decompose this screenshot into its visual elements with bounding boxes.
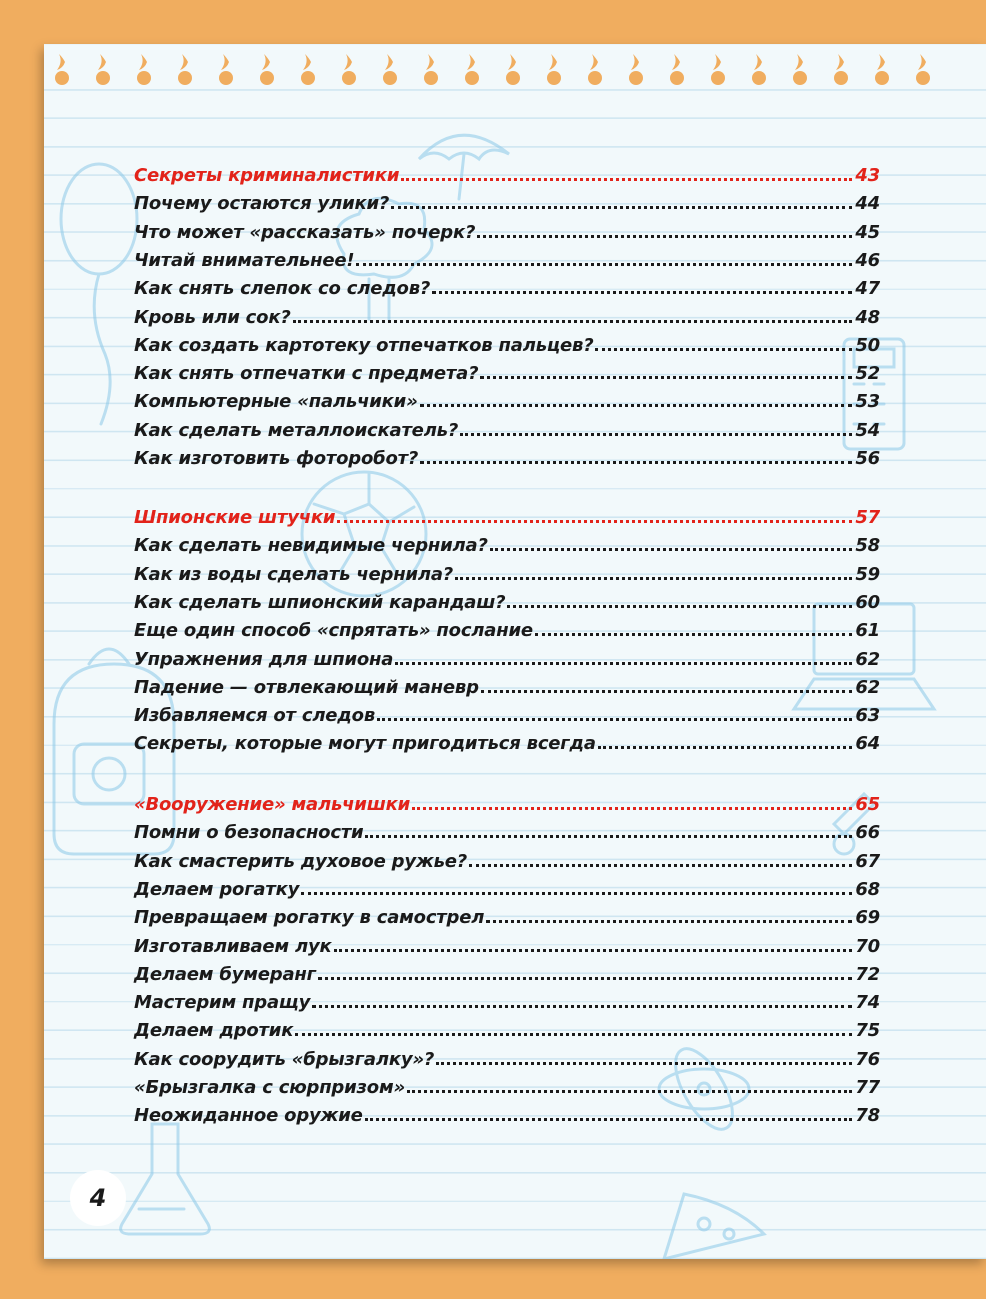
page-number: 4 <box>70 1170 126 1226</box>
dot-leader <box>432 291 852 294</box>
dot-leader <box>595 348 852 351</box>
toc-entry-title: Превращаем рогатку в самострел <box>134 907 485 928</box>
toc-entry[interactable] <box>134 356 880 384</box>
toc-entry[interactable] <box>134 670 880 698</box>
toc-entry-page: 50 <box>855 335 880 356</box>
toc-entry[interactable] <box>134 900 880 928</box>
toc-entry[interactable] <box>134 215 880 243</box>
toc-entry[interactable] <box>134 613 880 641</box>
toc-entry[interactable] <box>134 698 880 726</box>
toc-entry[interactable] <box>134 815 880 843</box>
dot-leader <box>420 461 852 464</box>
toc-entry[interactable] <box>134 1070 880 1098</box>
dot-leader <box>293 320 852 323</box>
dot-leader <box>334 949 852 952</box>
toc-entry-page: 74 <box>855 992 880 1013</box>
toc-entry-title: Изготавливаем лук <box>134 936 332 957</box>
section-heading-title: Секреты криминалистики <box>134 165 400 186</box>
toc-entry-page: 56 <box>855 448 880 469</box>
toc-entry-page: 69 <box>855 907 880 928</box>
toc-entry-page: 48 <box>855 307 880 328</box>
toc-entry-title: Неожиданное оружие <box>134 1105 363 1126</box>
toc-entry-title: «Брызгалка с сюрпризом» <box>134 1077 405 1098</box>
section-heading[interactable] <box>134 787 880 815</box>
toc-entry[interactable] <box>134 528 880 556</box>
section-heading-page: 43 <box>855 165 880 186</box>
toc-entry-page: 59 <box>855 564 880 585</box>
dot-leader <box>480 376 852 379</box>
toc-entry-title: Что может «рассказать» почерк? <box>134 222 476 243</box>
toc-entry-title: Как соорудить «брызгалку»? <box>134 1049 435 1070</box>
section-heading-title: Шпионские штучки <box>134 507 336 528</box>
toc-entry-title: Кровь или сок? <box>134 307 291 328</box>
dot-leader <box>481 690 852 693</box>
toc-entry[interactable] <box>134 642 880 670</box>
dot-leader <box>301 892 852 895</box>
dot-leader <box>535 633 852 636</box>
dot-leader <box>420 404 852 407</box>
toc-entry-page: 60 <box>855 592 880 613</box>
toc-entry-title: Делаем рогатку <box>134 879 300 900</box>
toc-entry-title: Как из воды сделать чернила? <box>134 564 454 585</box>
dot-leader <box>395 662 852 665</box>
dot-leader <box>318 977 852 980</box>
dot-leader <box>401 178 852 181</box>
toc-entry[interactable] <box>134 300 880 328</box>
toc-entry-title: Делаем дротик <box>134 1020 294 1041</box>
toc-entry-title: Упражнения для шпиона <box>134 649 394 670</box>
toc-entry[interactable] <box>134 441 880 469</box>
toc-entry[interactable] <box>134 872 880 900</box>
toc-entry-page: 67 <box>855 851 880 872</box>
dot-leader <box>598 746 852 749</box>
toc-entry[interactable] <box>134 844 880 872</box>
toc-entry[interactable] <box>134 384 880 412</box>
dot-leader <box>436 1062 852 1065</box>
toc-entry-title: Как смастерить духовое ружье? <box>134 851 468 872</box>
toc-entry-page: 78 <box>855 1105 880 1126</box>
toc-entry-page: 53 <box>855 391 880 412</box>
dot-leader <box>312 1005 852 1008</box>
dot-leader <box>295 1033 852 1036</box>
dot-leader <box>490 548 852 551</box>
toc-entry-title: Мастерим пращу <box>134 992 311 1013</box>
toc-entry-title: Помни о безопасности <box>134 822 364 843</box>
toc-entry-title: Делаем бумеранг <box>134 964 316 985</box>
toc-entry-page: 58 <box>855 535 880 556</box>
toc-entry-page: 75 <box>855 1020 880 1041</box>
toc-entry-title: Секреты, которые могут пригодиться всегда <box>134 733 596 754</box>
section-heading[interactable] <box>134 500 880 528</box>
dot-leader <box>460 433 852 436</box>
toc-entry-page: 54 <box>855 420 880 441</box>
toc-entry-page: 76 <box>855 1049 880 1070</box>
dot-leader <box>469 864 852 867</box>
toc-entry-page: 77 <box>855 1077 880 1098</box>
toc-entry-page: 45 <box>855 222 880 243</box>
toc-entry-page: 62 <box>855 649 880 670</box>
toc-entry-page: 62 <box>855 677 880 698</box>
toc-entry[interactable] <box>134 957 880 985</box>
dot-leader <box>391 206 852 209</box>
dot-leader <box>365 1118 852 1121</box>
toc-entry-page: 64 <box>855 733 880 754</box>
dot-leader <box>477 235 852 238</box>
toc-entry-page: 44 <box>855 193 880 214</box>
toc-entry[interactable] <box>134 413 880 441</box>
toc-entry-page: 61 <box>855 620 880 641</box>
section-heading-page: 65 <box>855 794 880 815</box>
toc-entry[interactable] <box>134 726 880 754</box>
toc-entry[interactable] <box>134 271 880 299</box>
toc-entry[interactable] <box>134 929 880 957</box>
toc-entry-title: Как снять отпечатки с предмета? <box>134 363 479 384</box>
dot-leader <box>407 1090 852 1093</box>
dot-leader <box>337 520 852 523</box>
toc-entry-page: 52 <box>855 363 880 384</box>
toc-entry[interactable] <box>134 186 880 214</box>
toc-entry-page: 46 <box>855 250 880 271</box>
toc-entry[interactable] <box>134 1098 880 1126</box>
toc-entry-title: Почему остаются улики? <box>134 193 390 214</box>
toc-entry[interactable] <box>134 328 880 356</box>
toc-entry-title: Как изготовить фоторобот? <box>134 448 419 469</box>
toc-entry-title: Падение — отвлекающий маневр <box>134 677 479 698</box>
toc-entry[interactable] <box>134 1042 880 1070</box>
dot-leader <box>356 263 852 266</box>
dot-leader <box>486 920 852 923</box>
toc-entry-title: Читай внимательнее! <box>134 250 355 271</box>
toc-entry-title: Компьютерные «пальчики» <box>134 391 418 412</box>
section-heading[interactable] <box>134 158 880 186</box>
toc-entry[interactable] <box>134 557 880 585</box>
toc-entry-title: Как сделать невидимые чернила? <box>134 535 488 556</box>
toc-entry-title: Как создать картотеку отпечатков пальцев? <box>134 335 594 356</box>
toc-entry-page: 72 <box>855 964 880 985</box>
toc-entry-title: Избавляемся от следов <box>134 705 376 726</box>
toc-entry-title: Как сделать шпионский карандаш? <box>134 592 506 613</box>
toc-entry[interactable] <box>134 985 880 1013</box>
toc-entry-page: 63 <box>855 705 880 726</box>
toc-entry[interactable] <box>134 1013 880 1041</box>
toc-entry[interactable] <box>134 243 880 271</box>
dot-leader <box>365 835 852 838</box>
toc-entry-title: Как снять слепок со следов? <box>134 278 431 299</box>
toc-entry-page: 66 <box>855 822 880 843</box>
dot-leader <box>412 807 852 810</box>
dot-leader <box>455 577 852 580</box>
toc-entry[interactable] <box>134 585 880 613</box>
section-heading-page: 57 <box>855 507 880 528</box>
toc-entry-title: Еще один способ «спрятать» послание <box>134 620 533 641</box>
toc-entry-title: Как сделать металлоискатель? <box>134 420 459 441</box>
section-heading-title: «Вооружение» мальчишки <box>134 794 411 815</box>
toc-entry-page: 70 <box>855 936 880 957</box>
dot-leader <box>507 605 852 608</box>
toc-entry-page: 68 <box>855 879 880 900</box>
dot-leader <box>377 718 852 721</box>
toc-entry-page: 47 <box>855 278 880 299</box>
